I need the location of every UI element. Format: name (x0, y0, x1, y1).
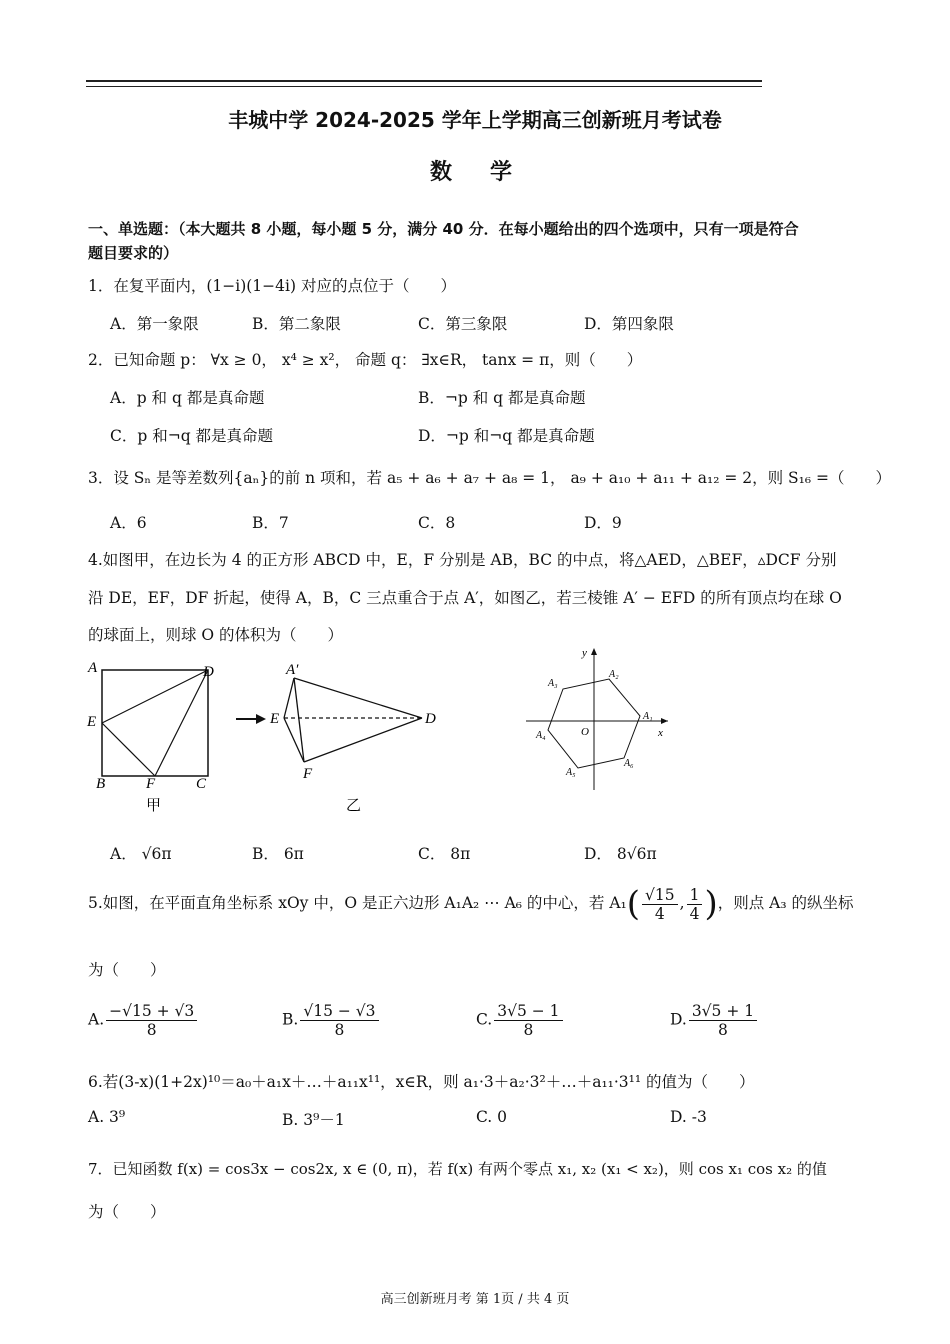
q3-option-a: A．6 (110, 514, 147, 532)
q5-stem-pre: 5.如图，在平面直角坐标系 xOy 中，O 是正六边形 A₁A₂ ⋯ A₆ 的中心，若 A₁ (88, 894, 627, 912)
arrow-icon (234, 712, 268, 726)
jia-label-b: B (96, 776, 106, 792)
jia-caption: 甲 (146, 798, 162, 814)
q7-line-2: 为（ ） (88, 1203, 166, 1221)
q1-option-c: C．第三象限 (418, 315, 508, 333)
q4-option-b: B． 6π (252, 845, 304, 863)
yi-label-e: E (270, 711, 280, 727)
q4-line-1: 4.如图甲，在边长为 4 的正方形 ABCD 中，E，F 分别是 AB，BC 的中点，将△AED，△BEF，▵DCF 分别 (88, 551, 837, 569)
q4-option-c: C． 8π (418, 845, 471, 863)
q2-stem: 2．已知命题 p： ∀x ≥ 0， x⁴ ≥ x²， 命题 q： ∃x∈R， tanx = π，则（ ） (88, 351, 643, 369)
q1-option-b: B．第二象限 (252, 315, 341, 333)
q5-line-2: 为（ ） (88, 961, 166, 979)
yi-label-d: D (425, 711, 436, 727)
q3-option-d: D．9 (584, 514, 622, 532)
figure-yi (266, 658, 446, 818)
section-heading-1: 一、单选题：（本大题共 8 小题，每小题 5 分，满分 40 分．在每小题给出的四个选项中，只有一项是符合 (88, 220, 799, 238)
hex-label-x: x (658, 727, 663, 739)
q4-option-d: D． 8√6π (584, 845, 657, 863)
hex-label-o: O (581, 726, 589, 738)
q5-frac-2: $\frac{1}{4}$ (687, 886, 703, 923)
q6-option-b: B. 3⁹－1 (282, 1111, 345, 1129)
q4-line-3: 的球面上，则球 O 的体积为（ ） (88, 626, 344, 644)
hex-label-a4: A₄ (536, 730, 546, 741)
exam-title: 丰城中学 2024-2025 学年上学期高三创新班月考试卷 (228, 108, 722, 132)
yi-label-aprime: A′ (286, 662, 299, 678)
q4-option-a: A． √6π (110, 845, 172, 863)
q6-option-a: A. 3⁹ (88, 1108, 126, 1126)
q6-stem: 6.若(3-x)(1+2x)¹⁰＝a₀＋a₁x＋…＋a₁₁x¹¹，x∈R，则 a₁·3＋a₂·3²＋…＋a₁₁·3¹¹ 的值为（ ） (88, 1073, 755, 1091)
jia-label-a: A (88, 660, 98, 676)
q5-stem: 5.如图，在平面直角坐标系 xOy 中，O 是正六边形 A₁A₂ ⋯ A₆ 的中心，若 A₁( $\frac{√15}{4}$ , $\frac{1}{4}$ )，则点 A₃ 的纵坐标 (88, 884, 854, 924)
yi-label-f: F (303, 766, 313, 782)
q3-stem: 3．设 Sₙ 是等差数列{aₙ}的前 n 项和，若 a₅ + a₆ + a₇ + a₈ = 1， a₉ + a₁₀ + a₁₁ + a₁₂ = 2，则 S₁₆ =（ ） (88, 469, 892, 487)
q1-option-a: A．第一象限 (110, 315, 199, 333)
jia-label-c: C (196, 776, 207, 792)
section-heading-2: 题目要求的） (88, 244, 179, 262)
jia-label-e: E (87, 714, 97, 730)
q5-option-d: D. $\frac{3√5 + 1}{8}$ (670, 1002, 759, 1039)
q3-option-c: C．8 (418, 514, 456, 532)
q5-frac-1: $\frac{√15}{4}$ (642, 886, 678, 923)
figure-jia (84, 658, 224, 818)
figure-hexagon (520, 644, 680, 794)
q2-option-a: A．p 和 q 都是真命题 (110, 389, 265, 407)
q3-option-b: B．7 (252, 514, 289, 532)
hex-label-a2: A₂ (609, 669, 619, 680)
q6-option-c: C. 0 (476, 1108, 508, 1126)
hex-label-a5: A₅ (566, 767, 576, 778)
q7-stem: 7．已知函数 f(x) = cos3x − cos2x, x ∈ (0, π)，若 f(x) 有两个零点 x₁, x₂ (x₁ < x₂)，则 cos x₁ cos x₂ 的值 (88, 1160, 827, 1178)
q6-option-d: D. -3 (670, 1108, 707, 1126)
q4-line-2: 沿 DE，EF，DF 折起，使得 A，B，C 三点重合于点 A′，如图乙，若三棱锥 A′ − EFD 的所有顶点均在球 O (88, 589, 842, 607)
header-rule-top (86, 80, 762, 82)
q1-stem: 1．在复平面内，(1−i)(1−4i) 对应的点位于（ ） (88, 277, 456, 295)
q2-option-c: C．p 和¬q 都是真命题 (110, 427, 274, 445)
hex-label-y: y (582, 647, 587, 659)
jia-label-d: D (203, 664, 214, 680)
q5-option-b: B. $\frac{√15 - √3}{8}$ (282, 1002, 381, 1039)
q2-option-d: D．¬p 和¬q 都是真命题 (418, 427, 595, 445)
q1-option-d: D．第四象限 (584, 315, 674, 333)
hex-label-a1: A₁ (643, 711, 653, 722)
yi-caption: 乙 (346, 798, 362, 814)
jia-label-f: F (146, 776, 156, 792)
page-footer: 高三创新班月考 第 1页 / 共 4 页 (380, 1292, 570, 1307)
q5-stem-post: ，则点 A₃ 的纵坐标 (717, 894, 854, 912)
q5-option-c: C. $\frac{3√5 - 1}{8}$ (476, 1002, 565, 1039)
q2-option-b: B．¬p 和 q 都是真命题 (418, 389, 586, 407)
subject-title: 数 学 (429, 160, 520, 185)
hex-label-a3: A₃ (548, 678, 558, 689)
hex-label-a6: A₆ (624, 758, 634, 769)
header-rule-bottom (86, 86, 762, 87)
q5-option-a: A. $\frac{-√15 + √3}{8}$ (88, 1002, 199, 1039)
